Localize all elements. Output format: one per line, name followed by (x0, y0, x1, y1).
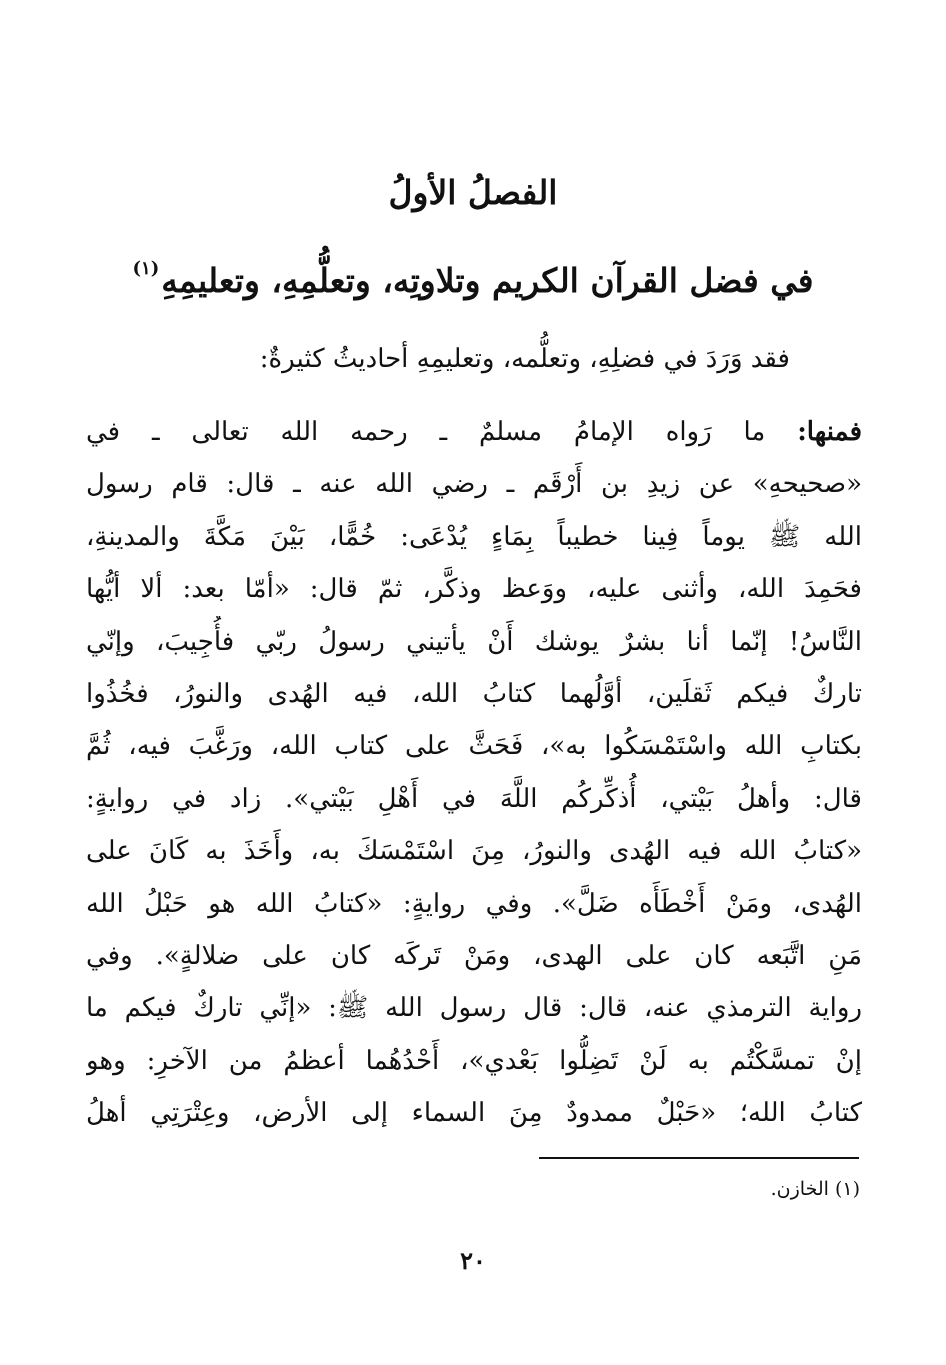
text-line (86, 406, 862, 458)
text-line: «كتابُ الله فيه الهُدى والنورُ، مِنَ اسْتَمْسَكَ به، وأَخَذَ به كَانَ على (86, 836, 862, 867)
footnote-divider (539, 1157, 859, 1159)
paragraph-lead: فمنها: (797, 417, 862, 447)
footnote-reference[interactable]: (١) (132, 258, 160, 279)
text-line: الله ﷺ يوماً فِينا خطيباً بِمَاءٍ يُدْعَى: خُمًّا، بَيْنَ مَكَّةَ والمدينةِ، (86, 521, 862, 552)
text-line: رواية الترمذي عنه، قال: قال رسول الله ﷺ: «إنِّي تاركٌ فيكم ما (86, 993, 862, 1024)
text-line-content: ما رَواه الإمامُ مسلمٌ ـ رحمه الله تعالى ـ في (86, 417, 798, 447)
text-line: بكتابِ الله واسْتَمْسَكُوا به»، فَحَثَّ على كتاب الله، ورَغَّبَ فيه، ثُمَّ (86, 731, 862, 762)
footnote: (١) الخازن. (770, 1178, 860, 1200)
text-line: تاركٌ فيكم ثَقلَين، أوَّلُهما كتابُ الله، فيه الهُدى والنورُ، فخُذُوا (86, 678, 862, 709)
text-line: كتابُ الله؛ «حَبْلٌ ممدودٌ مِنَ السماء إلى الأرض، وعِتْرَتِي أهلُ (86, 1098, 862, 1129)
text-line: قال: وأهلُ بَيْتي، أُذكِّركُم اللَّهَ في أَهْلِ بَيْتي». زاد في روايةٍ: (86, 783, 862, 814)
text-line: إنْ تمسَّكْتُم به لَنْ تَضِلُّوا بَعْدي»، أَحْدُهُما أعظمُ من الآخرِ: وهو (86, 1045, 862, 1076)
intro-paragraph: فقد وَرَدَ في فضلِهِ، وتعلُّمه، وتعليمِهِ أحاديثُ كثيرةٌ: (259, 344, 790, 374)
text-line: مَنِ اتَّبَعه كان على الهدى، ومَنْ تَركَه كان على ضلالةٍ». وفي (86, 940, 862, 971)
body-paragraph (86, 406, 862, 1139)
text-line: «صحيحهِ» عن زيدِ بن أَرْقَم ـ رضي الله عنه ـ قال: قام رسول (86, 469, 862, 500)
text-line: فحَمِدَ الله، وأثنى عليه، ووَعظ وذكَّر، ثمّ قال: «أمّا بعد: ألا أيُّها (86, 574, 862, 605)
chapter-title: الفصلُ الأولُ (388, 173, 558, 212)
text-line: الهُدى، ومَنْ أَخْطَأَه ضَلَّ». وفي روايةٍ: «كتابُ الله هو حَبْلُ الله (86, 888, 862, 919)
page-number: ٢٠ (460, 1246, 486, 1275)
section-title-text: في فضل القرآن الكريم وتلاوتِه، وتعلُّمِهِ، وتعليمِهِ (161, 261, 814, 300)
text-line: النَّاسُ! إنّما أنا بشرٌ يوشك أَنْ يأتيني رسولُ ربّي فأُجِيبَ، وإنّي (86, 626, 862, 657)
section-title (100, 240, 846, 310)
